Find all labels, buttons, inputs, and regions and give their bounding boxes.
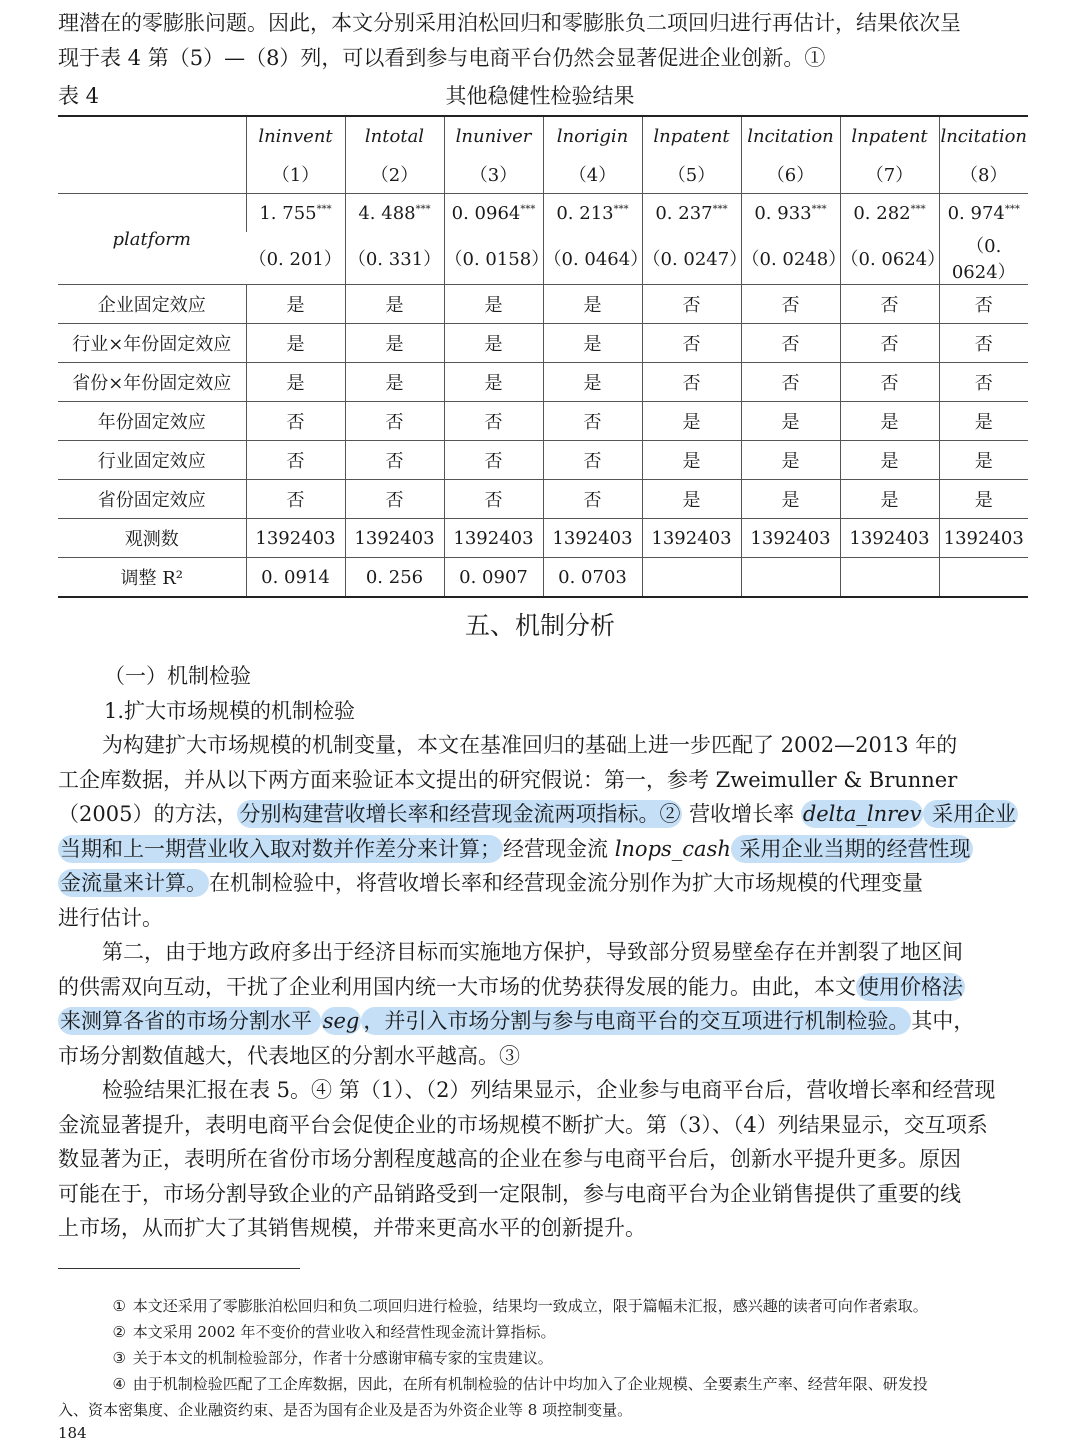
table-cell: 否 (840, 363, 939, 402)
highlight: 来测算各省的市场分割水平 (60, 1009, 319, 1033)
header-blank (58, 116, 246, 155)
table-title: 其他稳健性检验结果 (445, 84, 635, 108)
table-cell: 1392403 (840, 519, 939, 558)
col-number: （5） (642, 155, 741, 194)
col-name: lncitation (939, 116, 1028, 155)
text-line: 金流量来计算。在机制检验中，将营收增长率和经营现金流分别作为扩大市场规模的代理变量 (60, 871, 923, 895)
table-cell: 是 (840, 441, 939, 480)
table-cell: 否 (642, 363, 741, 402)
table-cell: 否 (444, 480, 543, 519)
table-cell (939, 558, 1028, 598)
robustness-table (58, 115, 1028, 598)
table-cell: 是 (840, 480, 939, 519)
se-cell: （0. 0247） (642, 232, 741, 285)
table-cell: 是 (741, 441, 840, 480)
table-cell: 否 (939, 363, 1028, 402)
table-cell: 否 (345, 402, 444, 441)
col-number: （8） (939, 155, 1028, 194)
table-cell: 1392403 (741, 519, 840, 558)
footnote-divider (58, 1268, 300, 1269)
text-line: 当期和上一期营业收入取对数并作差分来计算；经营现金流 lnops_cash 采用企业当期的经营性现 (60, 836, 971, 861)
text-line: 的供需双向互动，干扰了企业利用国内统一大市场的优势获得发展的能力。由此，本文使用价格法 (58, 974, 963, 999)
table-cell: 否 (741, 285, 840, 324)
coef-cell: 0. 237*** (642, 194, 741, 233)
row-label: 观测数 (58, 519, 246, 558)
text-line: 可能在于，市场分割导致企业的产品销路受到一定限制，参与电商平台为企业销售提供了重要的线 (58, 1181, 961, 1206)
table-cell: 是 (246, 363, 345, 402)
table-cell: 0. 256 (345, 558, 444, 598)
table-cell: 是 (741, 402, 840, 441)
table-cell: 是 (345, 363, 444, 402)
se-cell: （0. 0464） (543, 232, 642, 285)
text-line: 检验结果汇报在表 5。④ 第（1）、（2）列结果显示，企业参与电商平台后，营收增长率和经营现 (102, 1078, 996, 1102)
col-name: lnuniver (444, 116, 543, 155)
table-cell: 是 (246, 285, 345, 324)
highlight: 分别构建营收增长率和经营现金流两项指标。② (239, 802, 681, 826)
header-row-numbers (58, 155, 1028, 194)
table-cell: 1392403 (444, 519, 543, 558)
table-cell: 是 (444, 285, 543, 324)
text-line: 第二，由于地方政府多出于经济目标而实施地方保护，导致部分贸易壁垒存在并割裂了地区间 (102, 940, 963, 964)
table-cell: 1392403 (246, 519, 345, 558)
col-number: （7） (840, 155, 939, 194)
table-cell: 1392403 (345, 519, 444, 558)
table-row (58, 363, 1028, 402)
coef-cell: 0. 933*** (741, 194, 840, 233)
row-label: 企业固定效应 (58, 285, 246, 324)
row-label: 行业×年份固定效应 (58, 324, 246, 363)
table-row (58, 402, 1028, 441)
table-cell: 否 (840, 324, 939, 363)
intro-line-2: 现于表 4 第（5）—（8）列，可以看到参与电商平台仍然会显著促进企业创新。① (58, 45, 826, 70)
table-cell: 0. 0703 (543, 558, 642, 598)
platform-label: platform (58, 194, 246, 285)
table-row (58, 441, 1028, 480)
col-number: （2） (345, 155, 444, 194)
row-label: 行业固定效应 (58, 441, 246, 480)
table-cell: 否 (246, 402, 345, 441)
col-name: lninvent (246, 116, 345, 155)
table-cell: 否 (642, 285, 741, 324)
header-row-names (58, 116, 1028, 155)
highlight: 金流量来计算。 (60, 871, 207, 895)
table-cell: 否 (939, 285, 1028, 324)
text-line: 市场分割数值越大，代表地区的分割水平越高。③ (58, 1043, 520, 1068)
col-number: （4） (543, 155, 642, 194)
table-cell: 0. 0907 (444, 558, 543, 598)
variable-name: delta_lnrev (802, 802, 922, 826)
se-cell: （0. 331） (345, 232, 444, 285)
table-row (58, 519, 1028, 558)
table-cell: 是 (345, 324, 444, 363)
coef-cell: 0. 213*** (543, 194, 642, 233)
table-cell: 是 (345, 285, 444, 324)
col-name: lntotal (345, 116, 444, 155)
table-cell: 否 (345, 441, 444, 480)
intro-line-1: 理潜在的零膨胀问题。因此，本文分别采用泊松回归和零膨胀负二项回归进行再估计，结果依次呈 (58, 11, 961, 35)
text-line: 进行估计。 (58, 905, 163, 930)
text-line: 来测算各省的市场分割水平 seg ，并引入市场分割与参与电商平台的交互项进行机制检验。其中， (60, 1009, 975, 1033)
footnote: ① 本文还采用了零膨胀泊松回归和负二项回归进行检验，结果均一致成立，限于篇幅未汇报，感兴趣的读者可向作者索取。 (112, 1297, 928, 1315)
table-cell: 否 (444, 402, 543, 441)
table-row (58, 324, 1028, 363)
coef-cell: 4. 488*** (345, 194, 444, 233)
table-label: 表 4 (58, 84, 100, 108)
footnote-continuation: 入、资本密集度、企业融资约束、是否为国有企业及是否为外资企业等 8 项控制变量。 (58, 1401, 633, 1419)
table-row (58, 480, 1028, 519)
table-row (58, 285, 1028, 324)
subsection-title: （一）机制检验 (104, 664, 251, 688)
row-label: 年份固定效应 (58, 402, 246, 441)
table-cell: 是 (642, 441, 741, 480)
row-label: 省份×年份固定效应 (58, 363, 246, 402)
table-cell: 1392403 (939, 519, 1028, 558)
table-cell: 否 (246, 441, 345, 480)
variable-name: seg (322, 1009, 360, 1033)
text-line: 金流显著提升，表明电商平台会促使企业的市场规模不断扩大。第（3）、（4）列结果显示，交互项系 (58, 1112, 988, 1137)
se-cell: （0. 0624） (939, 232, 1028, 285)
text-line: 工企库数据，并从以下两方面来验证本文提出的研究假说：第一，参考 Zweimuller & Brunner (58, 767, 958, 792)
table-cell: 否 (840, 285, 939, 324)
footnote: ④ 由于机制检验匹配了工企库数据，因此，在所有机制检验的估计中均加入了企业规模、全要素生产率、经营年限、研发投 (112, 1375, 928, 1393)
table-cell: 是 (543, 324, 642, 363)
footnote: ③ 关于本文的机制检验部分，作者十分感谢审稿专家的宝贵建议。 (112, 1349, 553, 1367)
coef-cell: 1. 755*** (246, 194, 345, 233)
intro-paragraph (58, 6, 1028, 75)
se-cell: （0. 201） (248, 249, 342, 270)
row-label: 调整 R² (58, 558, 246, 598)
col-number: （3） (444, 155, 543, 194)
highlight: 使用价格法 (858, 974, 963, 999)
coef-cell: 0. 282*** (840, 194, 939, 233)
table-cell: 否 (939, 324, 1028, 363)
section-title: 五、机制分析 (464, 611, 615, 640)
table-cell: 否 (543, 402, 642, 441)
table-cell: 否 (642, 324, 741, 363)
table-cell: 0. 0914 (246, 558, 345, 598)
footnote: ② 本文采用 2002 年不变价的营业收入和经营性现金流计算指标。 (112, 1323, 556, 1341)
table-cell: 否 (741, 363, 840, 402)
table-cell (741, 558, 840, 598)
table-cell: 是 (444, 324, 543, 363)
table-cell: 1392403 (642, 519, 741, 558)
se-cell: （0. 0158） (444, 232, 543, 285)
table-cell: 是 (939, 402, 1028, 441)
col-name: lnpatent (642, 116, 741, 155)
col-name: lnpatent (840, 116, 939, 155)
text-line: 数显著为正，表明所在省份市场分割程度越高的企业在参与电商平台后，创新水平提升更多。原因 (58, 1147, 961, 1171)
table-cell: 是 (543, 285, 642, 324)
subsubsection-title: 1.扩大市场规模的机制检验 (104, 699, 356, 723)
text-line: 为构建扩大市场规模的机制变量，本文在基准回归的基础上进一步匹配了 2002—2013 年的 (102, 733, 958, 757)
se-cell: （0. 0624） (840, 232, 939, 285)
table-cell (840, 558, 939, 598)
text-line: （2005）的方法，分别构建营收增长率和经营现金流两项指标。② 营收增长率 delta_lnrev 采用企业 (58, 802, 1017, 826)
table-cell: 是 (939, 441, 1028, 480)
table-cell: 否 (444, 441, 543, 480)
table-cell (642, 558, 741, 598)
table-cell: 否 (345, 480, 444, 519)
col-name: lncitation (741, 116, 840, 155)
coef-cell: 0. 0964*** (444, 194, 543, 233)
table-cell: 是 (642, 480, 741, 519)
col-number: （1） (246, 155, 345, 194)
table-cell: 是 (939, 480, 1028, 519)
table-cell: 是 (840, 402, 939, 441)
table-row (58, 558, 1028, 598)
row-label: 省份固定效应 (58, 480, 246, 519)
coef-cell: 0. 974*** (939, 194, 1028, 233)
table-cell: 否 (741, 324, 840, 363)
se-cell: （0. 0248） (741, 232, 840, 285)
table-cell: 1392403 (543, 519, 642, 558)
paragraph-results (58, 1073, 1028, 1246)
table-cell: 是 (741, 480, 840, 519)
paragraph-mechanism-1 (58, 728, 1028, 935)
text-line: 上市场，从而扩大了其销售规模，并带来更高水平的创新提升。 (58, 1216, 646, 1240)
col-number: （6） (741, 155, 840, 194)
highlight: 当期和上一期营业收入取对数并作差分来计算； (60, 836, 501, 861)
table-cell: 是 (642, 402, 741, 441)
table-cell: 是 (543, 363, 642, 402)
table-cell: 是 (444, 363, 543, 402)
paragraph-mechanism-2 (58, 935, 1028, 1073)
col-name: lnorigin (543, 116, 642, 155)
variable-name: lnops_cash (614, 836, 731, 861)
table-cell: 是 (246, 324, 345, 363)
page-number: 184 (58, 1424, 87, 1442)
table-cell: 否 (543, 480, 642, 519)
table-cell: 否 (543, 441, 642, 480)
header-blank (58, 155, 246, 194)
platform-coef-row (58, 194, 1028, 233)
table-cell: 否 (246, 480, 345, 519)
